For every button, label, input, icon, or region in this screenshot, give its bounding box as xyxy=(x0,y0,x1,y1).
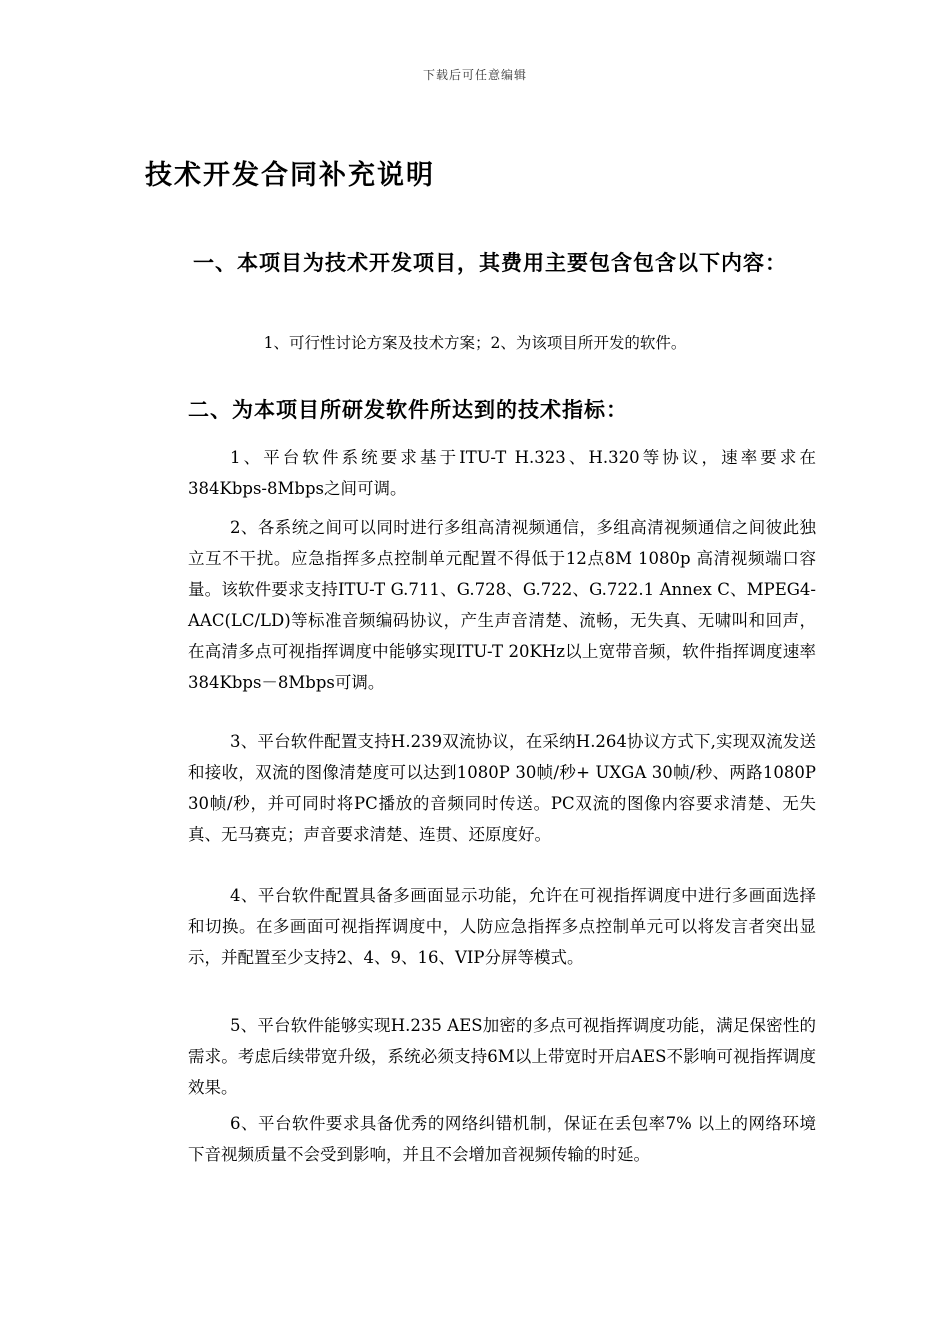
section1-item: 1、可行性讨论方案及技术方案；2、为该项目所开发的软件。 xyxy=(263,334,687,352)
document-title: 技术开发合同补充说明 xyxy=(145,160,435,191)
section2-heading: 二、为本项目所研发软件所达到的技术指标： xyxy=(188,398,628,422)
section1-heading: 一、本项目为技术开发项目，其费用主要包含包含以下内容： xyxy=(193,251,787,275)
requirement-paragraph-4: 4、平台软件配置具备多画面显示功能，允许在可视指挥调度中进行多画面选择和切换。在多画面可视指挥调度中，人防应急指挥多点控制单元可以将发言者突出显示，并配置至少支持2、4、9、16、VIP分屏等模式。 xyxy=(188,886,816,967)
requirement-paragraph-2: 2、各系统之间可以同时进行多组高清视频通信，多组高清视频通信之间彼此独立互不干扰。应急指挥多点控制单元配置不得低于12点8M 1080p 高清视频端口容量。该软件要求支持ITU-T G.711、G.728、G.722、G.722.1 Annex C、MPEG4-AAC(LC/LD)等标准音频编码协议，产生声音清楚、流畅，无失真、无啸叫和回声，在高清多点可视指挥调度中能够实现ITU-T 20KHz以上宽带音频，软件指挥调度速率384Kbps－8Mbps可调。 xyxy=(188,518,816,692)
requirement-paragraph-5: 5、平台软件能够实现H.235 AES加密的多点可视指挥调度功能，满足保密性的需求。考虑后续带宽升级，系统必须支持6M以上带宽时开启AES不影响可视指挥调度效果。 xyxy=(188,1016,816,1097)
page-header-note: 下载后可任意编辑 xyxy=(422,68,527,82)
requirement-paragraph-6: 6、平台软件要求具备优秀的网络纠错机制，保证在丢包率7% 以上的网络环境下音视频质量不会受到影响，并且不会增加音视频传输的时延。 xyxy=(188,1114,816,1164)
requirement-paragraph-3: 3、平台软件配置支持H.239双流协议，在采纳H.264协议方式下,实现双流发送和接收，双流的图像清楚度可以达到1080P 30帧/秒+ UXGA 30帧/秒、两路1080P 30帧/秒，并可同时将PC播放的音频同时传送。PC双流的图像内容要求清楚、无失真、无马赛克；声音要求清楚、连贯、还原度好。 xyxy=(188,732,816,844)
requirement-paragraph-1: 1、平台软件系统要求基于ITU-T H.323、H.320等协议，速率要求在384Kbps-8Mbps之间可调。 xyxy=(188,448,816,498)
